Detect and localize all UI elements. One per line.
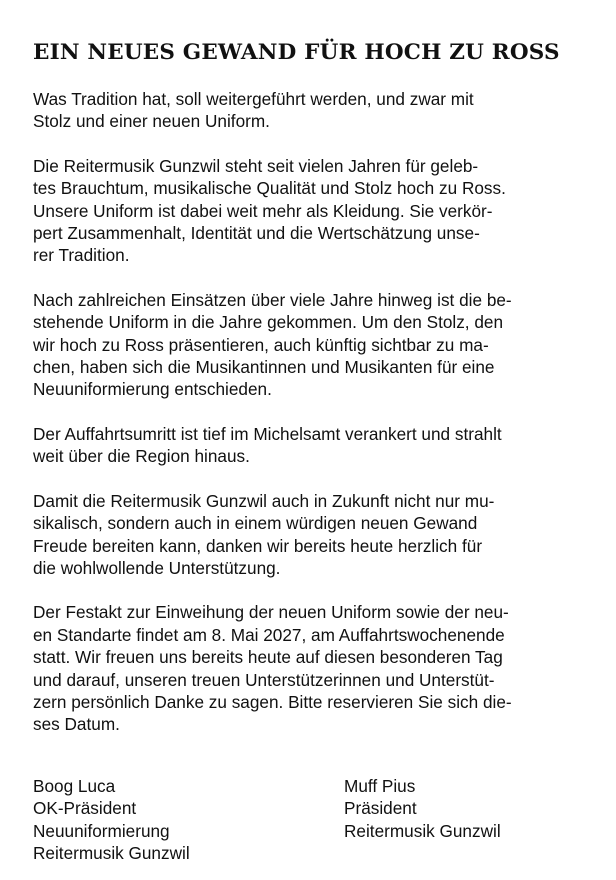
signature-left-committee: Neuuniformierung xyxy=(33,820,170,841)
signature-right-organization: Reitermusik Gunzwil xyxy=(344,820,501,841)
paragraph-thanks: Damit die Reitermusik Gunzwil auch in Zukunft nicht nur mu- sikalisch, sondern auch in einem würdigen neuen Gewand Freude bereiten kann, danken wir bereits heute herzlich für die wohlwollende Unterstützung. xyxy=(33,490,495,578)
signature-right xyxy=(344,775,501,865)
signature-left-organization: Reitermusik Gunzwil xyxy=(33,843,190,864)
signature-left-name: Boog Luca xyxy=(33,776,116,796)
signature-left xyxy=(33,775,344,865)
paragraph-tradition: Die Reitermusik Gunzwil steht seit vielen Jahren für geleb- tes Brauchtum, musikalische Qualität und Stolz hoch zu Ross. Unsere Uniform ist dabei weit mehr als Kleidung. Sie verkör- pert Zusammenhalt, Identität und die Wertschätzung unse- rer Tradition. xyxy=(33,155,506,266)
document-page xyxy=(33,38,585,758)
document-title: EIN NEUES GEWAND FÜR HOCH ZU ROSS xyxy=(33,40,560,65)
paragraph-intro: Was Tradition hat, soll weitergeführt werden, und zwar mit Stolz und einer neuen Uniform. xyxy=(33,89,474,132)
paragraph-auffahrtsumritt: Der Auffahrtsumritt ist tief im Michelsamt verankert und strahlt weit über die Region hinaus. xyxy=(33,423,502,467)
signature-left-role: OK-Präsident xyxy=(33,798,137,819)
signature-right-name: Muff Pius xyxy=(344,776,416,796)
document-body xyxy=(33,88,585,736)
paragraph-festakt: Der Festakt zur Einweihung der neuen Uniform sowie der neu- en Standarte findet am 8. Mai 2027, am Auffahrtswochenende statt. Wir freuen uns bereits heute auf diesen besonderen Tag und darauf, unseren treuen Unterstützerinnen und Unterstüt- zern persönlich Danke zu sagen. Bitte reservieren Sie sich die- ses Datum. xyxy=(33,602,512,735)
signature-right-role: Präsident xyxy=(344,798,417,819)
signature-block xyxy=(33,775,585,865)
paragraph-new-uniform: Nach zahlreichen Einsätzen über viele Jahre hinweg ist die be- stehende Uniform in die Jahre gekommen. Um den Stolz, den wir hoch zu Ross präsentieren, auch künftig sichtbar zu ma- chen, haben sich die Musikantinnen und Musikanten für eine Neuuniformierung entschieden. xyxy=(33,289,512,400)
